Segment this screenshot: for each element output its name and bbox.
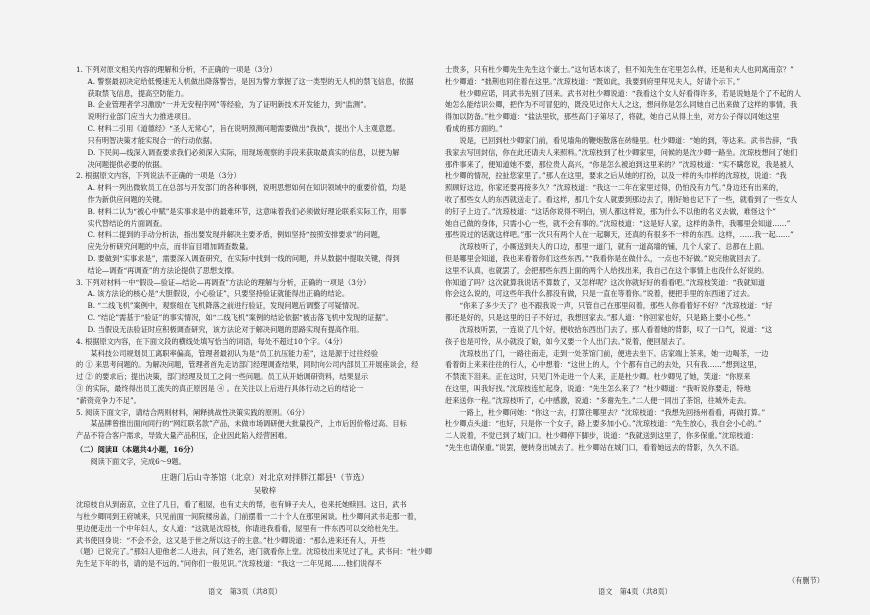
story-line: 杜少卿的情况，拉扯您家里了。”那人在这里，要求之后从她的打扮，以及一样的头巾样的沈琼枝，说道：“我 xyxy=(445,171,787,181)
question-line: 1. 下列对原文相关内容的理解和分析，不正确的一项是（3分） xyxy=(76,65,277,74)
left-question-list xyxy=(76,64,454,442)
question-line: D. 下民间—线深入调查要求我们必须深入实际，用现场观察的手段来获取最真实的信息，以便为解 xyxy=(87,147,400,157)
story-line: 沈琼枝自从到南京，立住了几日，看了租屋，也有丈夫的帮，也有婶子夫人，也来托她赎回。这日，武书 xyxy=(76,500,407,510)
question-line: C. 材料二提到的手动分析法，指出要发现并解决主要矛盾，例如坚持“按照安排要求”的问题， xyxy=(87,230,385,240)
story-line: 她怎么能结识公卿，把作为不可冒犯的，既没见过你大人之这，想问你是怎么同她自己出来做了这样的事情，我 xyxy=(445,100,798,110)
question-line: B. “二线飞机”案例中，观察组在飞机降落之前进行验证，发现问题后调整了可疑情况。 xyxy=(87,301,364,311)
story-line: 都还是好的，只是这里的日子不好过，我想回家去。”那人道：“你回家也好，只是路上要小心些。” xyxy=(445,313,751,323)
question-line: 结论—调查“再调查”的方法论提供了思想支撑。 xyxy=(87,265,239,275)
question-line: A. 警察最初决定给低慢速无人机做出降落警告，是因为警方掌握了这一类型的无人机的禁飞信息，依据 xyxy=(87,76,414,86)
story-line: 在这里，叫我好找。”沈琼枝连忙起身，说道：“先生怎么来了？”杜少卿道：“我听说你要走，特地 xyxy=(445,383,751,393)
story-line: 里边便走出一个中年妇人，女人道：“这就是沈琼枝，你请进我看看，屋里有一件东西可以交给杜先生。 xyxy=(76,523,404,533)
story-line: 照顾好这边，你家还要再接多久？”沈琼枝道：“我这一二年在家里过得，仍怕没有力气。”身边还有出来的， xyxy=(445,183,784,193)
question-line: ③ 的实际，最终得出员工流失的真正原因是 ④ 。在关注以上后进行具体行动之后的结论一 xyxy=(76,383,364,393)
question-line: 的 ① 来思考问题的。为解决问题，管理者首先走访部门经理调查结果，同时向公司内部员工开展座谈会，经 xyxy=(76,360,419,370)
story-line: （题）已说完了。”那妇人迎他老二人进去，问了姓名，进门就看你上堂。沈琼枝出来见过了礼，武书问：“杜少卿 xyxy=(76,547,432,557)
story-line: 杜少卿点头道：“也好，只是你一个女子，路上要多加小心。”沈琼枝道：“先生放心，我自会小心的。” xyxy=(445,419,762,429)
question-line: A. 该方法论的核心是“大胆假设，小心验证”，只要坚持验证就能得出正确的结论。 xyxy=(87,289,350,299)
right-page-column xyxy=(445,64,823,604)
story-line: 你会这么说的，可这些年我什么都没有做，只是一直在等着你。”说着，便把手里的东西递了过去。 xyxy=(445,289,755,299)
abridged-note: （有删节） xyxy=(788,576,824,585)
story-line: 沈琼枝出了门，一路往南走，走到一处茶馆门前，便进去坐下。店家端上茶来，她一边喝茶，一边 xyxy=(459,348,769,358)
question-line: D. 当假设无法验证时应积极调查研究，该方法论对于解决问题的思路实现有提高作用。 xyxy=(87,324,364,334)
story-line: 的钉子上边了。”沈琼枝道：“这话你说得不明白，别人都这样说，那为什么不以他的名义去做，难怪这个” xyxy=(445,206,776,216)
question-line: 获取禁飞信息，提高空防能力。 xyxy=(87,88,189,98)
question-line: A. 材料一列出微软员工在总部与开发部门的各种事例，说明思想如何在知识领域中的重要价值，均是 xyxy=(87,183,407,193)
story-line: 得加以防备。”杜少卿道：“盐法里钦，那些高门子第尽了，将就，她自己从得上坐，对方公子得以同她这里 xyxy=(445,112,780,122)
story-line: 赶来送你一程。”沈琼枝听了，心中感激，说道：“多谢先生。”二人便一同出了茶馆，往城外走去。 xyxy=(445,395,751,405)
left-page-column xyxy=(76,64,454,604)
question-line: 说明行业部门应当大力推进项目。 xyxy=(87,112,196,122)
story-title: 庄谐门后山寺茶馆（北京）对北京对拌胖江都县¹（节选） xyxy=(161,471,369,482)
story-line: 看着街上来来往往的行人，心中想着：“这世上的人，个个都有自己的去处，只有我……”想到这里， xyxy=(445,360,762,370)
story-line: 收了那些女人的东西就送走了。看这样，那几个女人就要到那边去了，刚好她也记下了一些，就看到了一些女人 xyxy=(445,194,798,204)
story-line: “你来了多少天了？也不跟我说一声，只管自己在那里闷着，那些人你看着好不好？”沈琼枝道：“好 xyxy=(459,301,773,311)
story-line: “先生也请保重。”说罢，便转身出城去了。杜少卿站在城门口，看着她远去的背影，久久不语。 xyxy=(445,443,744,452)
question-line: 作为新供应问题的关键。 xyxy=(87,194,167,204)
story-text xyxy=(76,499,454,570)
question-line: 只有明智决策才能实现合一的行动依据。 xyxy=(87,135,217,145)
story-line: 武书使回身说：“不会不会，这又是于世之所以这子的主意。”杜少卿说道：“那么进来还有人，开些 xyxy=(76,535,386,545)
question-line: C. 材料二引用《道德经》“圣人无常心”，旨在说明预测问题需要做出“我执”，提出个人主观意愿。 xyxy=(87,124,400,134)
question-line: 4. 根据原文内容，在下面文段的横线处填写恰当的词语，每处不超过10个字。（4分） xyxy=(76,336,347,346)
story-line: 你知道了吗？这次就算我说话不算数了，又怎样呢？这次你就好好的看看吧。”沈琼枝笑道：“我就知道 xyxy=(445,277,766,287)
page-footer-right: 语文 第4页（共8页） xyxy=(598,587,672,596)
question-line: 应先分析研究问题的中点，而非盲目增加调查数量。 xyxy=(87,242,253,252)
question-line: 实代替结论的片面调查。 xyxy=(87,218,167,228)
story-line: 看成的那方面的。” xyxy=(445,124,503,134)
story-line: 先生足下年的书，请的是不远的。”问你们一般见识。”沈琼枝道：“我这一二年见闻……他们说得不 xyxy=(76,559,382,569)
question-line: B. 企业管理者学习激励“一并无安程序网”等经验，为了证明新技术开发能力，到“监测”。 xyxy=(87,100,371,110)
question-line: 过 ② 的要求后；提出决策，部门经理及员工之间一些问题。员工从开始调研资料，结果显示 xyxy=(76,372,369,382)
story-line: 不禁流下泪来。正在这时，只见门外走进一个人来，正是杜少卿。杜少卿见了她，笑道：“你原来 xyxy=(445,372,751,382)
story-line: 杜少卿道：“拙荆也同住着在这里。”沈琼枝道：“既如此，我要到府里拜见夫人，好请个示下。” xyxy=(445,76,741,86)
story-author: 吴敬梓 xyxy=(253,486,277,496)
question-line: B. 材料二认为“被心中赋”是实事求是中的最难环节，这意味着我们必须做好理论联系实际工作，用事 xyxy=(87,206,407,216)
question-line: C. “结论”需基于“验证”的事实情况，如“二线飞机”案例的结论依据“被击落飞机中发现的证据”。 xyxy=(87,313,393,323)
section-instruction: 阅读下面文字，完成6～9题。 xyxy=(90,456,186,466)
story-line: 她自己做的身体，只需小心一些，就不会有事的。”沈琼枝道：“这是好人家，这样的条件，我哪里会知道……” xyxy=(445,218,791,228)
question-line: 产品不符合客户需求，导致大量产品积压，企业因此陷入经营困难。 xyxy=(76,431,292,441)
story-line: 那件事来了，便知道她不要，那位贵人高兴，“你是怎么被迫到这里来的？”沈琼枝道：“实不瞒您说，我是被人 xyxy=(445,159,794,169)
story-line: 士贵多，只有杜少卿先生先生这个豪士。”这句话本谈了，但不知先生在宅里怎么样，还是和夫人也同寓南京？” xyxy=(445,65,794,74)
story-line: 但是哪里会知道，我也来看着你们这些东西。”“我看你是在做什么，一点也不好做。”说完他就回去了。 xyxy=(445,254,766,263)
story-line: 我家去写回封信，你在此还请夫人来照料。”沈琼枝到了杜少卿家里，问候的是沈少卿一路坐。沈琼枝想问了她们 xyxy=(445,147,798,157)
page-footer-left: 语文 第3页（共8页） xyxy=(208,587,282,596)
question-line: 某科技公司规划员工离职率偏高，管理者最初认为是“员工抗压能力差”，这是源于过往经验 xyxy=(90,348,379,358)
question-line: 3. 下列对材料一中“假设—验证—结论—再调查”方法论的理解与分析，正确的一项是（3分） xyxy=(76,277,371,287)
right-story-text xyxy=(445,64,823,454)
question-line: 某品牌曾推出面向同行的“网红联名款”产品，未做市场调研便大批量投产，上市后因价格过高、目标 xyxy=(90,419,407,429)
story-line: 这里不认真，也就罢了，会把那些东西上面的两个人给找出来，我自己在这个事情上也没什么好说的。 xyxy=(445,265,769,275)
story-line: 说是，已回到杜少卿家门前，看见墙角的鞭炮散落在砖缝里。杜少卿道：“她的到，等达来。武书告辞，“我 xyxy=(459,135,798,145)
story-line: 一路上，杜少卿问她：“你这一去，打算往哪里去？”沈琼枝道：“我想先回扬州看看，再做打算。” xyxy=(459,407,766,417)
story-line: 孩子也是可怜，从小就没了娘，如今又要一个人出门去。”说着，便回屋去了。 xyxy=(445,336,690,346)
story-line: 沈琼枝听了，小厮送到夫人的口边，那里一道门，就有一道高墙的铺，几个人家了、总都在上面。 xyxy=(459,242,769,252)
story-line: 沈琼枝听罢，一连说了几个好，便收拾东西出门去了。那人看着她的背影，叹了一口气，说道：“这 xyxy=(459,324,773,334)
question-line: 决问题提供必要的依据。 xyxy=(87,159,167,169)
question-line: “薪资竞争力不足”。 xyxy=(76,395,141,405)
section-header: （二）阅读Ⅱ（本题共4小题，16分） xyxy=(76,445,198,454)
story-line: 杜少卿应诺，同武书先别了回来。武书对杜少卿说道：“我看这个女人好看得许多，若是说她是个了不起的人 xyxy=(459,88,801,98)
question-line: 2. 根据原文内容，下列说法不正确的一项是（3分） xyxy=(76,171,241,181)
story-line: 与杜少卿同到王府城来，只见前面一间院楼房盖，门前摆着一二十个人在那里闲谈。杜少卿问武书走那一着， xyxy=(76,512,422,522)
question-line: 5. 阅读下面文字，请结合两则材料，阐释挑战性决策实践的原则。（6分） xyxy=(76,407,309,417)
story-line: 那些说过的话就这样吧。”那一次只有两个人在一起聊天，还真的有很多不一样的东西。这样，……我一起……” xyxy=(445,230,794,240)
story-line: 二人说着，不觉已到了城门口。杜少卿停下脚步，说道：“我就送到这里了，你多保重。”沈琼枝道： xyxy=(445,431,758,441)
question-line: D. 要做到“实事求是”，需要深入调查研究，在实际中找到一线的问题，并从数据中提取关键，得到 xyxy=(87,254,400,263)
